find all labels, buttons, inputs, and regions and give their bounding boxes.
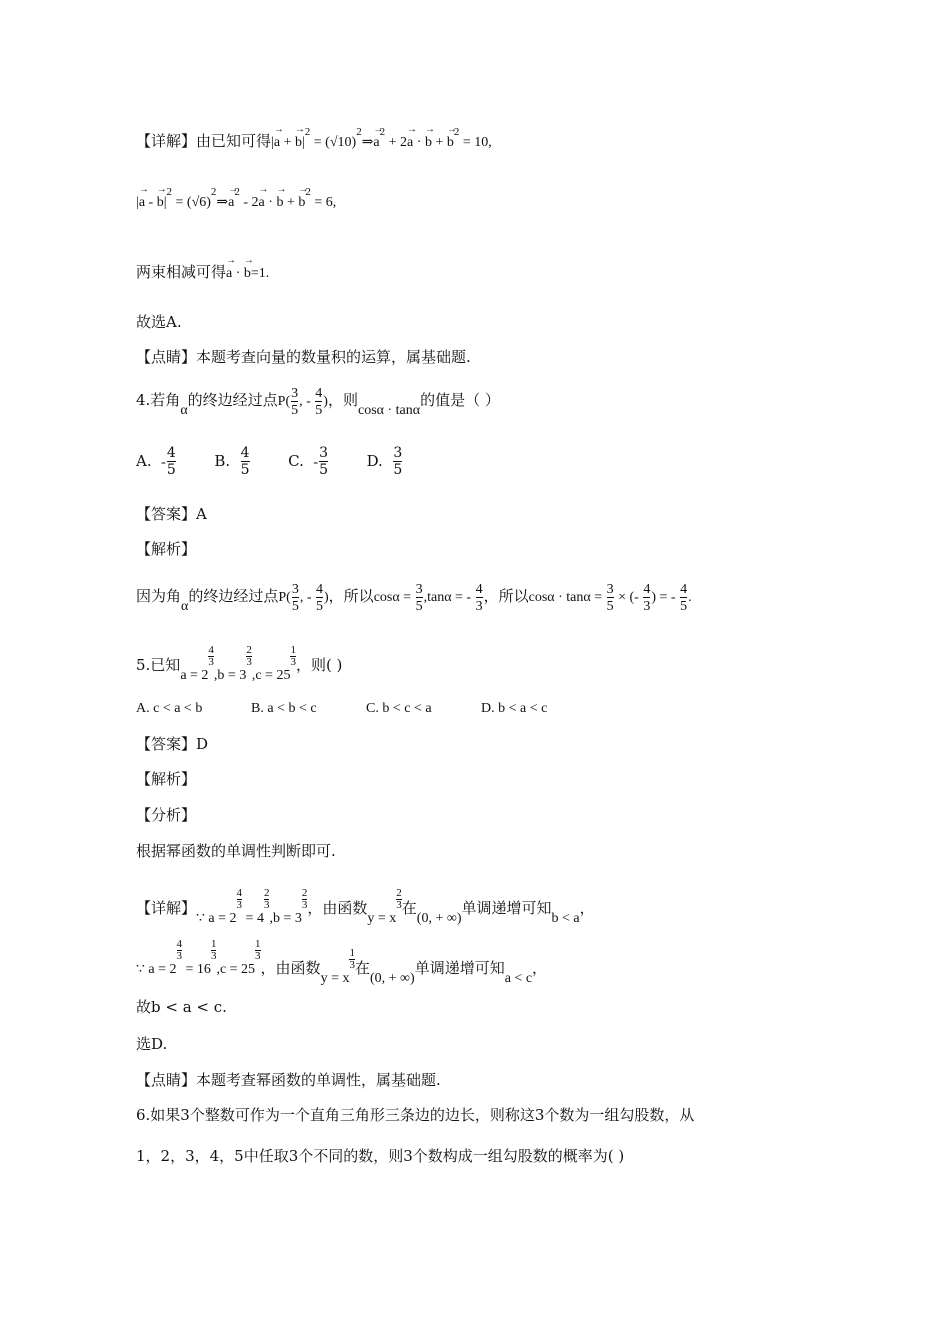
q5-comment-text: 本题考查幂函数的单调性，属基础题. [196, 1071, 441, 1089]
q5-d1-mid: ，由函数 [307, 899, 368, 917]
q5-comment [136, 1070, 441, 1090]
q5-options [136, 697, 547, 719]
q4-sol-d: ，所以 [483, 587, 529, 606]
q5-option-a[interactable]: A. c < a < b [136, 701, 203, 716]
q5-func-2: y = x $\frac{1}{3}$ [320, 947, 355, 986]
q4-stem-c: 的值是（ ） [420, 391, 500, 410]
q6-line-2: 1，2，3，4，5中任取3个不同的数，则3个数构成一组勾股数的概率为( ) [136, 1147, 625, 1165]
q5-definitions: a = 2 $\frac{4}{3}$ ,b = 3 $\frac{2}{3}$ ,c = 25 $\frac{1}{3}$ [180, 644, 296, 683]
q5-interval-2: (0, + ∞) [369, 971, 415, 986]
q4-options [136, 446, 403, 478]
q4-sol-c: ，所以 [328, 587, 374, 606]
q4-option-c[interactable]: C. - $\frac{3}{5}$ [288, 445, 328, 478]
q5-answer: 【答案】D [136, 735, 209, 753]
detail-line-1 [136, 126, 492, 153]
q4-sol-result: cosα · tanα = $\frac{3}{5}$ × (- $\frac{4}{3}$ ) = - $\frac{4}{5}$ . [528, 582, 692, 614]
q4-answer: 【答案】A [136, 505, 207, 523]
q5-detail-tag: 【详解】 [136, 899, 197, 917]
q4-sol-values: cosα = $\frac{3}{5}$ ,tanα = - $\frac{4}{3}$ [373, 582, 483, 614]
detail-tag: 【详解】 [136, 132, 197, 150]
subtract-text: 两束相减可得 [136, 263, 227, 281]
q4-expr: cosα · tanα [357, 403, 421, 419]
q4-option-d[interactable]: D. $\frac{3}{5}$ [366, 445, 403, 478]
q4-stem [136, 386, 500, 418]
q4-sol-b: 的终边经过点 [188, 587, 279, 606]
q4-analysis-tag: 【解析】 [136, 540, 197, 558]
q5-option-d[interactable]: D. b < a < c [481, 701, 548, 716]
q4-stem-b: 的终边经过点 [187, 391, 278, 410]
equation-diff: |→ a - → $b|^2$ = $(√6)^2\Rightarrow\to a^2 - 2\to a$ · → b + → $b^2 = 6$, [136, 195, 336, 210]
q6-line-1: 6.如果3个整数可作为一个直角三角形三条边的边长，则称这3个数为一组勾股数，从 [136, 1106, 695, 1124]
comment-text: 本题考查向量的数量积的运算，属基础题. [196, 348, 471, 366]
equation-sum: |→ a + → $b|^2$ = $(√10)^2\Rightarrow\to a^2 + 2\to a$ · → b + → $b^2 = 10$, [271, 135, 492, 150]
q4-option-b[interactable]: B. $\frac{4}{5}$ [214, 445, 250, 478]
q5-interval-1: (0, + ∞) [416, 911, 462, 926]
q5-detail-line-2: ∵ a = 2 $\frac{4}{3}$ = 16 $\frac{1}{3}$ ,c = 25 $\frac{1}{3}$ ，由函数y = x $\frac{1}{3}$ 在(0, + ∞)单调递增可知a < c， [136, 938, 548, 986]
q5-detail-eq-1: ∵ a = 2 $\frac{4}{3}$ = 4 $\frac{2}{3}$ ,b = 3 $\frac{2}{3}$ [196, 887, 308, 926]
q5-d2-inc: 单调递增可知 [414, 959, 505, 977]
dot-product-result: → a · → b=1. [226, 266, 269, 281]
q5-detail-line-1: 【详解】∵ a = 2 $\frac{4}{3}$ = 4 $\frac{2}{3}$ ,b = 3 $\frac{2}{3}$ ，由函数y = x $\frac{2}{3}$ 在(0, + ∞)单调递增可知b < a， [136, 887, 595, 926]
q5-fenxi-text: 根据幂函数的单调性判断即可. [136, 842, 336, 860]
q5-conclude: 故b < a < c. [136, 998, 227, 1016]
q5-option-b[interactable]: B. a < b < c [251, 701, 317, 716]
detail-line-3 [136, 262, 269, 284]
alpha-symbol: α [181, 599, 189, 615]
q5-analysis-tag: 【解析】 [136, 770, 197, 788]
alpha-symbol: α [180, 403, 188, 419]
comment-tag: 【点睛】 [136, 348, 197, 366]
q4-then: ，则 [327, 391, 358, 410]
q4-sol-a: 因为角 [136, 587, 182, 606]
q4-solution [136, 582, 692, 614]
q5-stem-text: 5.已知 [136, 656, 181, 674]
q5-fenxi-tag: 【分析】 [136, 806, 197, 824]
q4-option-a[interactable]: A. - $\frac{4}{5}$ [136, 445, 176, 478]
q5-choose: 选D. [136, 1035, 168, 1053]
q4-stem-a: 4.若角 [136, 391, 181, 410]
q5-func-1: y = x $\frac{2}{3}$ [367, 887, 402, 926]
detail-text: 由已知可得 [196, 132, 272, 150]
comment-line-q3 [136, 347, 471, 367]
q5-d2-mid: ，由函数 [260, 959, 321, 977]
choose-a-line: 故选A. [136, 313, 182, 331]
q5-stem-end: ，则( ) [295, 656, 343, 674]
q5-stem [136, 644, 343, 683]
point-p: P( $\frac{3}{5}$ , - $\frac{4}{5}$ ) [277, 386, 328, 418]
q5-option-c[interactable]: C. b < c < a [366, 701, 432, 716]
q5-d1-inc: 单调递增可知 [461, 899, 552, 917]
q5-d2-res: a < c [504, 971, 533, 986]
q5-detail-eq-2: ∵ a = 2 $\frac{4}{3}$ = 16 $\frac{1}{3}$ ,c = 25 $\frac{1}{3}$ [136, 938, 261, 977]
q5-comment-tag: 【点睛】 [136, 1071, 197, 1089]
q4-sol-point: P( $\frac{3}{5}$ , - $\frac{4}{5}$ ) [278, 582, 329, 614]
detail-line-2 [136, 186, 337, 213]
q5-d1-res: b < a [551, 911, 580, 926]
